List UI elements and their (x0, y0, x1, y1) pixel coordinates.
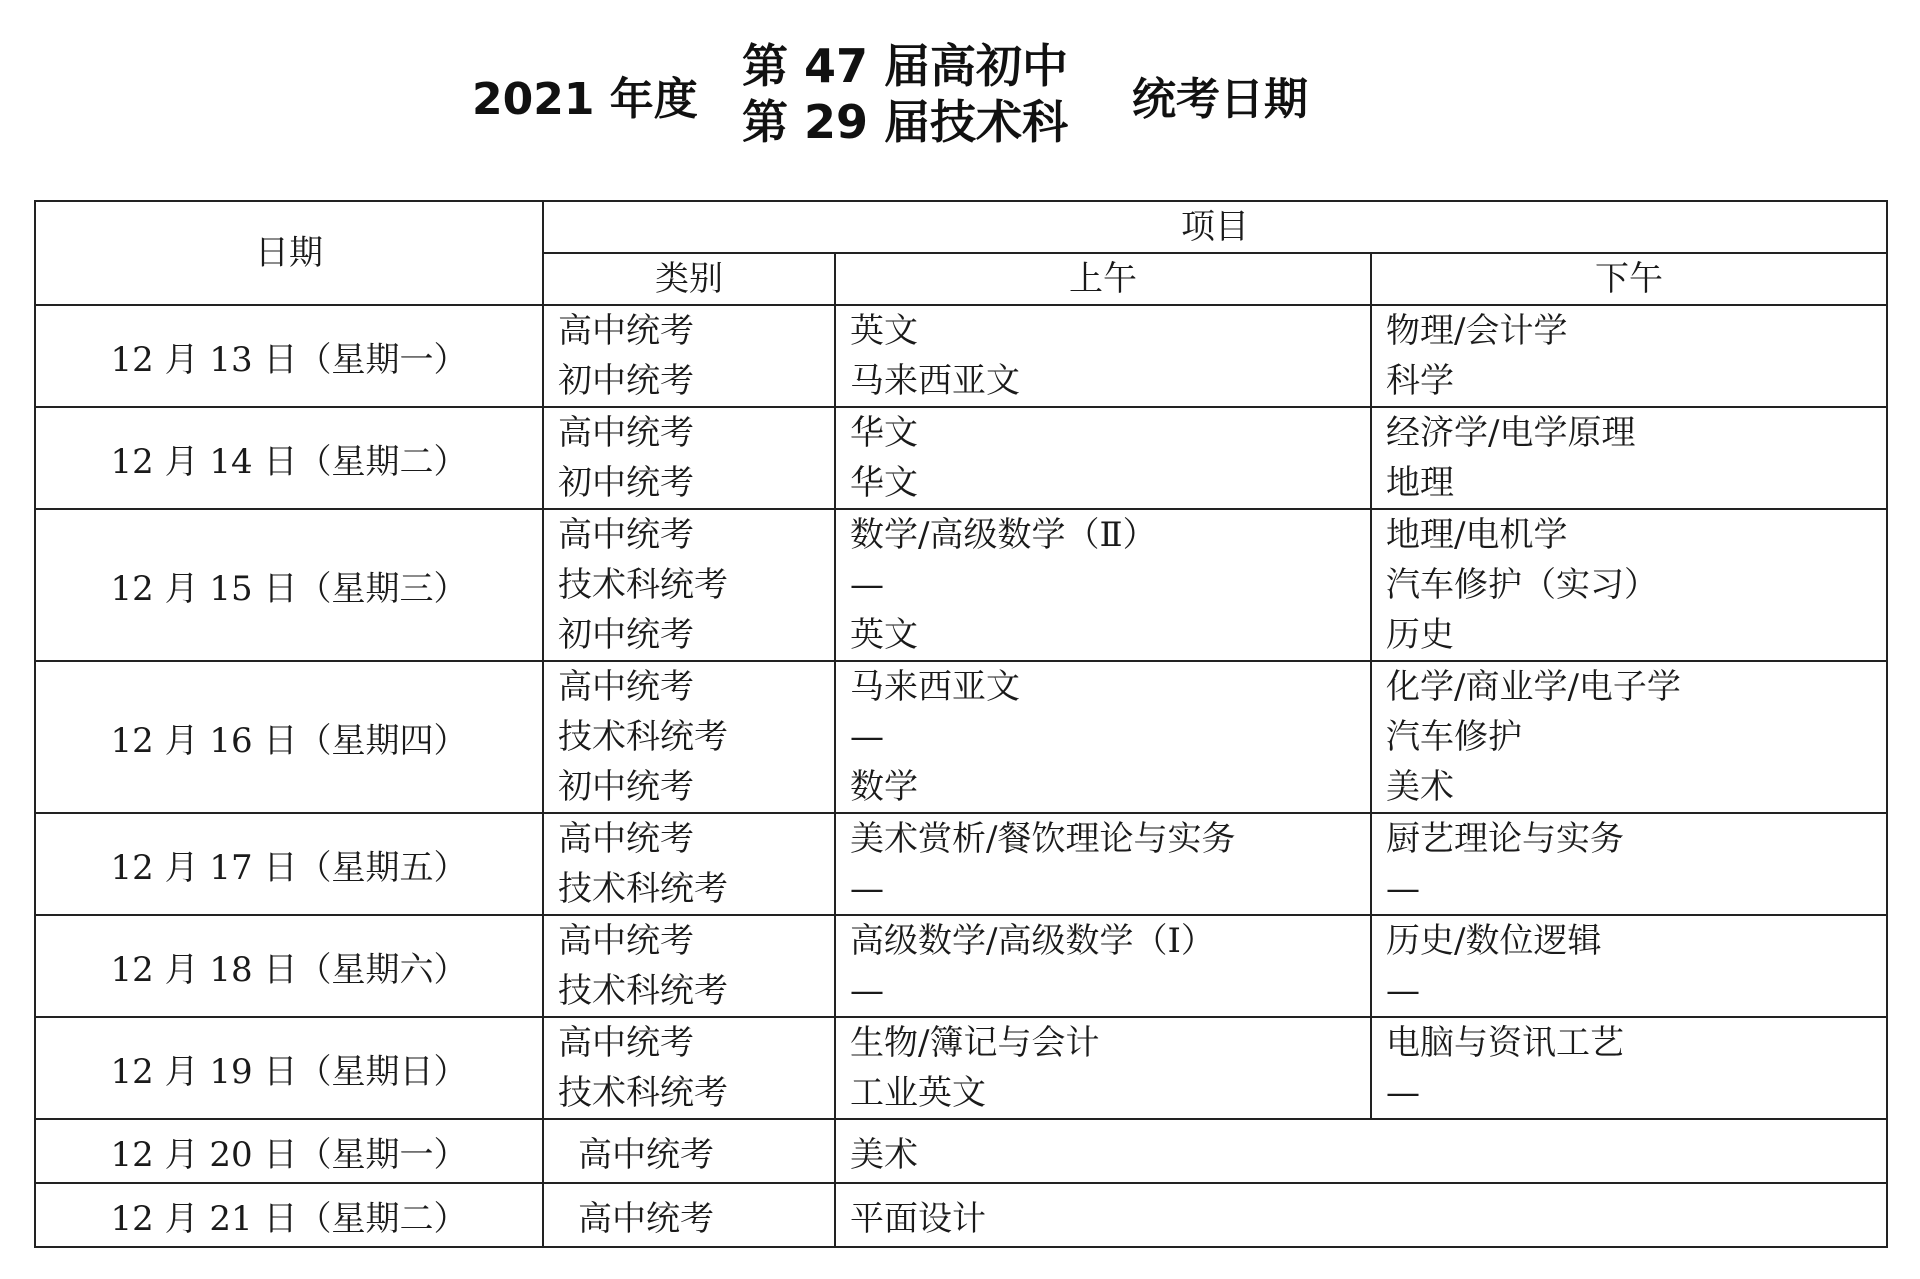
morning-cell (835, 661, 1371, 813)
date-cell: 12 月 19 日（星期日） (35, 1017, 543, 1119)
category-cell (543, 915, 835, 1017)
subject-item: 美术赏析/餐饮理论与实务 (850, 819, 1236, 859)
subject-cell: 美术 (835, 1119, 1887, 1183)
date-cell: 12 月 14 日（星期二） (35, 407, 543, 509)
subject-item: 物理/会计学 (1386, 311, 1568, 351)
title-year: 2021 年度 (472, 74, 698, 125)
category-item: 初中统考 (558, 767, 694, 807)
subject-item: 英文 (850, 615, 918, 655)
morning-cell (835, 509, 1371, 661)
title-line-2: 第 29 届技术科 (742, 95, 1069, 149)
subject-item: 地理 (1386, 463, 1454, 503)
morning-cell (835, 813, 1371, 915)
subject-item: 华文 (850, 463, 918, 503)
date-cell: 12 月 18 日（星期六） (35, 915, 543, 1017)
title-suffix: 统考日期 (1132, 74, 1308, 125)
subject-item: 华文 (850, 413, 918, 453)
date-cell: 12 月 20 日（星期一） (35, 1119, 543, 1183)
afternoon-cell (1371, 305, 1887, 407)
date-cell: 12 月 13 日（星期一） (35, 305, 543, 407)
morning-cell (835, 305, 1371, 407)
subject-item: 汽车修护（实习） (1386, 565, 1658, 605)
header-afternoon: 下午 (1371, 253, 1887, 305)
table-row (35, 813, 1887, 915)
subject-item: 英文 (850, 311, 918, 351)
subject-item: 马来西亚文 (850, 667, 1020, 707)
afternoon-cell (1371, 661, 1887, 813)
category-item: 技术科统考 (558, 717, 728, 757)
subject-item: 高级数学/高级数学（Ⅰ） (850, 921, 1215, 961)
category-cell (543, 661, 835, 813)
subject-item: 化学/商业学/电子学 (1386, 667, 1681, 707)
category-cell: 高中统考 (543, 1119, 835, 1183)
morning-cell (835, 915, 1371, 1017)
table-row (35, 407, 1887, 509)
afternoon-cell (1371, 1017, 1887, 1119)
category-item: 初中统考 (558, 615, 694, 655)
table-row (35, 1017, 1887, 1119)
category-cell: 高中统考 (543, 1183, 835, 1247)
header-category: 类别 (543, 253, 835, 305)
category-item: 高中统考 (558, 921, 694, 961)
subject-item: 电脑与资讯工艺 (1386, 1023, 1624, 1063)
date-cell: 12 月 21 日（星期二） (35, 1183, 543, 1247)
header-project: 项目 (543, 201, 1887, 253)
morning-cell (835, 1017, 1371, 1119)
subject-item: 汽车修护 (1386, 717, 1522, 757)
category-item: 技术科统考 (558, 971, 728, 1011)
subject-item: 地理/电机学 (1386, 515, 1568, 555)
subject-item: 工业英文 (850, 1073, 986, 1113)
category-item: 高中统考 (558, 819, 694, 859)
table-row (35, 1183, 1887, 1247)
subject-item: 厨艺理论与实务 (1386, 819, 1624, 859)
table-row (35, 1119, 1887, 1183)
subject-item: 历史/数位逻辑 (1386, 921, 1602, 961)
category-item: 高中统考 (558, 413, 694, 453)
category-item: 初中统考 (558, 361, 694, 401)
subject-item: 数学 (850, 767, 918, 807)
category-cell (543, 509, 835, 661)
subject-item: 科学 (1386, 361, 1454, 401)
table-row (35, 661, 1887, 813)
exam-schedule-table (34, 200, 1888, 1248)
title-editions (742, 38, 1068, 150)
subject-item: — (850, 869, 884, 909)
afternoon-cell (1371, 407, 1887, 509)
category-item: 高中统考 (558, 667, 694, 707)
document-title (0, 38, 1920, 148)
afternoon-cell (1371, 915, 1887, 1017)
subject-item: — (1386, 1073, 1420, 1113)
header-row (35, 201, 1887, 253)
subject-item: 历史 (1386, 615, 1454, 655)
date-cell: 12 月 15 日（星期三） (35, 509, 543, 661)
date-cell: 12 月 17 日（星期五） (35, 813, 543, 915)
subject-item: 美术 (1386, 767, 1454, 807)
subject-item: — (850, 717, 884, 757)
category-item: 技术科统考 (558, 869, 728, 909)
afternoon-cell (1371, 509, 1887, 661)
table-row (35, 915, 1887, 1017)
table-row (35, 305, 1887, 407)
category-item: 高中统考 (558, 515, 694, 555)
subject-item: 数学/高级数学（Ⅱ） (850, 515, 1157, 555)
table-row (35, 509, 1887, 661)
subject-item: — (1386, 971, 1420, 1011)
subject-item: 经济学/电学原理 (1386, 413, 1636, 453)
category-item: 技术科统考 (558, 1073, 728, 1113)
category-cell (543, 813, 835, 915)
afternoon-cell (1371, 813, 1887, 915)
category-cell (543, 1017, 835, 1119)
category-item: 技术科统考 (558, 565, 728, 605)
category-item: 高中统考 (558, 1023, 694, 1063)
category-cell (543, 305, 835, 407)
subject-item: 生物/簿记与会计 (850, 1023, 1100, 1063)
category-cell (543, 407, 835, 509)
category-item: 初中统考 (558, 463, 694, 503)
morning-cell (835, 407, 1371, 509)
subject-item: — (1386, 869, 1420, 909)
category-item: 高中统考 (558, 311, 694, 351)
date-cell: 12 月 16 日（星期四） (35, 661, 543, 813)
header-morning: 上午 (835, 253, 1371, 305)
header-date: 日期 (35, 201, 543, 305)
subject-item: 马来西亚文 (850, 361, 1020, 401)
title-line-1: 第 47 届高初中 (742, 39, 1069, 93)
subject-cell: 平面设计 (835, 1183, 1887, 1247)
subject-item: — (850, 971, 884, 1011)
subject-item: — (850, 565, 884, 605)
